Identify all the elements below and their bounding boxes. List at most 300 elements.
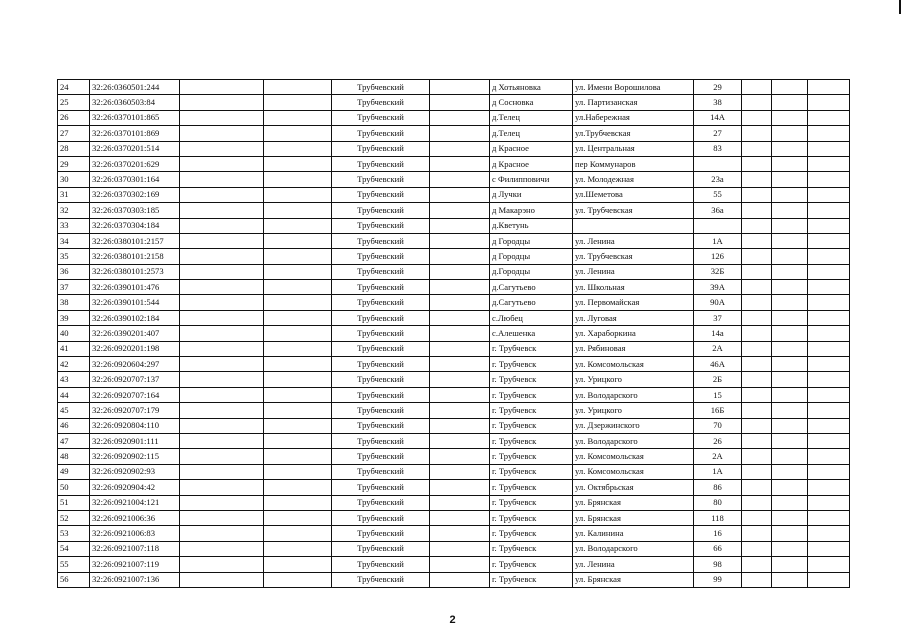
locality-name: г. Трубчевск xyxy=(490,464,573,479)
empty-cell xyxy=(808,218,850,233)
locality-name: г. Трубчевск xyxy=(490,526,573,541)
empty-cell xyxy=(808,541,850,556)
district-name: Трубчевский xyxy=(332,357,430,372)
table-row xyxy=(58,187,850,202)
table-row xyxy=(58,572,850,587)
empty-cell xyxy=(808,418,850,433)
empty-cell xyxy=(808,141,850,156)
empty-cell xyxy=(264,110,332,125)
empty-cell xyxy=(180,541,264,556)
house-number: 55 xyxy=(694,187,742,202)
street-name: ул. Дзержинского xyxy=(573,418,694,433)
empty-cell xyxy=(772,95,808,110)
house-number xyxy=(694,156,742,171)
street-name: ул. Комсомольская xyxy=(573,464,694,479)
empty-cell xyxy=(180,172,264,187)
empty-cell xyxy=(264,264,332,279)
locality-name: д Хотьяновка xyxy=(490,80,573,95)
empty-cell xyxy=(742,203,772,218)
empty-cell xyxy=(742,280,772,295)
empty-cell xyxy=(742,249,772,264)
house-number: 1А xyxy=(694,233,742,248)
table-row xyxy=(58,156,850,171)
locality-name: г. Трубчевск xyxy=(490,510,573,525)
cadastral-number: 32:26:0920902:115 xyxy=(90,449,180,464)
row-number: 42 xyxy=(58,357,90,372)
empty-cell xyxy=(180,526,264,541)
empty-cell xyxy=(742,172,772,187)
empty-cell xyxy=(430,80,490,95)
empty-cell xyxy=(772,433,808,448)
district-name: Трубчевский xyxy=(332,80,430,95)
table-row xyxy=(58,526,850,541)
cadastral-number: 32:26:0390102:184 xyxy=(90,310,180,325)
locality-name: д.Сагутьево xyxy=(490,280,573,295)
cadastral-number: 32:26:0921006:83 xyxy=(90,526,180,541)
cadastral-number: 32:26:0390101:476 xyxy=(90,280,180,295)
locality-name: д.Кветунь xyxy=(490,218,573,233)
empty-cell xyxy=(430,495,490,510)
locality-name: с.Любец xyxy=(490,310,573,325)
row-number: 54 xyxy=(58,541,90,556)
empty-cell xyxy=(742,480,772,495)
empty-cell xyxy=(264,403,332,418)
empty-cell xyxy=(808,449,850,464)
table-row xyxy=(58,141,850,156)
empty-cell xyxy=(430,280,490,295)
table-row xyxy=(58,495,850,510)
empty-cell xyxy=(264,495,332,510)
district-name: Трубчевский xyxy=(332,433,430,448)
empty-cell xyxy=(430,341,490,356)
row-number: 29 xyxy=(58,156,90,171)
cadastral-number: 32:26:0920707:179 xyxy=(90,403,180,418)
empty-cell xyxy=(264,449,332,464)
table-row xyxy=(58,80,850,95)
empty-cell xyxy=(430,449,490,464)
locality-name: г. Трубчевск xyxy=(490,403,573,418)
table-body xyxy=(58,80,850,588)
house-number: 1А xyxy=(694,464,742,479)
empty-cell xyxy=(808,403,850,418)
empty-cell xyxy=(430,510,490,525)
empty-cell xyxy=(180,280,264,295)
house-number: 83 xyxy=(694,141,742,156)
empty-cell xyxy=(808,326,850,341)
house-number: 39А xyxy=(694,280,742,295)
locality-name: д.Городцы xyxy=(490,264,573,279)
row-number: 46 xyxy=(58,418,90,433)
empty-cell xyxy=(772,264,808,279)
empty-cell xyxy=(264,95,332,110)
house-number: 70 xyxy=(694,418,742,433)
street-name: ул. Первомайская xyxy=(573,295,694,310)
cadastral-number: 32:26:0370201:514 xyxy=(90,141,180,156)
empty-cell xyxy=(772,526,808,541)
empty-cell xyxy=(430,480,490,495)
row-number: 25 xyxy=(58,95,90,110)
empty-cell xyxy=(264,172,332,187)
locality-name: г. Трубчевск xyxy=(490,357,573,372)
empty-cell xyxy=(264,295,332,310)
empty-cell xyxy=(264,233,332,248)
empty-cell xyxy=(742,218,772,233)
cadastral-number: 32:26:0360501:244 xyxy=(90,80,180,95)
table-row xyxy=(58,403,850,418)
locality-name: д.Телец xyxy=(490,110,573,125)
cadastral-number: 32:26:0370304:184 xyxy=(90,218,180,233)
district-name: Трубчевский xyxy=(332,572,430,587)
row-number: 52 xyxy=(58,510,90,525)
empty-cell xyxy=(772,557,808,572)
table-row xyxy=(58,341,850,356)
empty-cell xyxy=(430,203,490,218)
house-number: 126 xyxy=(694,249,742,264)
table-row xyxy=(58,264,850,279)
street-name: ул. Молодежная xyxy=(573,172,694,187)
property-register-table xyxy=(57,79,850,588)
row-number: 30 xyxy=(58,172,90,187)
row-number: 33 xyxy=(58,218,90,233)
empty-cell xyxy=(742,264,772,279)
row-number: 55 xyxy=(58,557,90,572)
empty-cell xyxy=(772,218,808,233)
district-name: Трубчевский xyxy=(332,110,430,125)
cadastral-number: 32:26:0370303:185 xyxy=(90,203,180,218)
empty-cell xyxy=(772,141,808,156)
row-number: 32 xyxy=(58,203,90,218)
row-number: 47 xyxy=(58,433,90,448)
cadastral-number: 32:26:0360503:84 xyxy=(90,95,180,110)
street-name: ул. Урицкого xyxy=(573,403,694,418)
empty-cell xyxy=(264,572,332,587)
empty-cell xyxy=(772,449,808,464)
empty-cell xyxy=(430,357,490,372)
cadastral-number: 32:26:0921004:121 xyxy=(90,495,180,510)
district-name: Трубчевский xyxy=(332,326,430,341)
empty-cell xyxy=(264,249,332,264)
empty-cell xyxy=(808,172,850,187)
street-name: ул. Комсомольская xyxy=(573,357,694,372)
empty-cell xyxy=(180,403,264,418)
district-name: Трубчевский xyxy=(332,557,430,572)
empty-cell xyxy=(264,156,332,171)
empty-cell xyxy=(772,464,808,479)
empty-cell xyxy=(264,310,332,325)
district-name: Трубчевский xyxy=(332,510,430,525)
street-name: ул. Ленина xyxy=(573,264,694,279)
empty-cell xyxy=(742,526,772,541)
empty-cell xyxy=(430,110,490,125)
table-row xyxy=(58,387,850,402)
empty-cell xyxy=(180,156,264,171)
district-name: Трубчевский xyxy=(332,233,430,248)
empty-cell xyxy=(772,387,808,402)
empty-cell xyxy=(742,141,772,156)
empty-cell xyxy=(180,326,264,341)
cadastral-number: 32:26:0921007:118 xyxy=(90,541,180,556)
empty-cell xyxy=(808,295,850,310)
district-name: Трубчевский xyxy=(332,156,430,171)
empty-cell xyxy=(772,541,808,556)
locality-name: д.Сагутьево xyxy=(490,295,573,310)
empty-cell xyxy=(742,449,772,464)
empty-cell xyxy=(772,341,808,356)
locality-name: г. Трубчевск xyxy=(490,541,573,556)
empty-cell xyxy=(772,357,808,372)
table-row xyxy=(58,295,850,310)
empty-cell xyxy=(430,249,490,264)
locality-name: д Лучки xyxy=(490,187,573,202)
row-number: 27 xyxy=(58,126,90,141)
row-number: 44 xyxy=(58,387,90,402)
empty-cell xyxy=(180,495,264,510)
empty-cell xyxy=(808,264,850,279)
table-row xyxy=(58,510,850,525)
locality-name: д Городцы xyxy=(490,233,573,248)
house-number xyxy=(694,218,742,233)
locality-name: г. Трубчевск xyxy=(490,433,573,448)
row-number: 39 xyxy=(58,310,90,325)
cadastral-number: 32:26:0390201:407 xyxy=(90,326,180,341)
locality-name: д Городцы xyxy=(490,249,573,264)
empty-cell xyxy=(808,341,850,356)
empty-cell xyxy=(742,372,772,387)
district-name: Трубчевский xyxy=(332,310,430,325)
edge-mark xyxy=(899,0,901,14)
empty-cell xyxy=(742,418,772,433)
house-number: 16Б xyxy=(694,403,742,418)
empty-cell xyxy=(772,480,808,495)
empty-cell xyxy=(180,433,264,448)
empty-cell xyxy=(180,249,264,264)
empty-cell xyxy=(430,326,490,341)
locality-name: г. Трубчевск xyxy=(490,341,573,356)
empty-cell xyxy=(808,203,850,218)
empty-cell xyxy=(264,433,332,448)
row-number: 37 xyxy=(58,280,90,295)
house-number: 2А xyxy=(694,449,742,464)
locality-name: г. Трубчевск xyxy=(490,449,573,464)
cadastral-number: 32:26:0921006:36 xyxy=(90,510,180,525)
empty-cell xyxy=(264,141,332,156)
empty-cell xyxy=(264,187,332,202)
locality-name: д Сосновка xyxy=(490,95,573,110)
empty-cell xyxy=(742,495,772,510)
table-row xyxy=(58,110,850,125)
district-name: Трубчевский xyxy=(332,403,430,418)
empty-cell xyxy=(264,326,332,341)
row-number: 56 xyxy=(58,572,90,587)
empty-cell xyxy=(772,203,808,218)
locality-name: д Красное xyxy=(490,141,573,156)
table-row xyxy=(58,233,850,248)
empty-cell xyxy=(430,572,490,587)
empty-cell xyxy=(430,218,490,233)
district-name: Трубчевский xyxy=(332,218,430,233)
empty-cell xyxy=(772,418,808,433)
empty-cell xyxy=(742,126,772,141)
empty-cell xyxy=(180,557,264,572)
locality-name: с Филипповичи xyxy=(490,172,573,187)
cadastral-number: 32:26:0380101:2158 xyxy=(90,249,180,264)
empty-cell xyxy=(808,110,850,125)
row-number: 34 xyxy=(58,233,90,248)
empty-cell xyxy=(264,357,332,372)
empty-cell xyxy=(772,572,808,587)
empty-cell xyxy=(742,510,772,525)
empty-cell xyxy=(808,95,850,110)
empty-cell xyxy=(430,141,490,156)
empty-cell xyxy=(772,156,808,171)
district-name: Трубчевский xyxy=(332,126,430,141)
empty-cell xyxy=(808,495,850,510)
empty-cell xyxy=(808,464,850,479)
cadastral-number: 32:26:0920707:164 xyxy=(90,387,180,402)
empty-cell xyxy=(264,464,332,479)
street-name: ул. Брянская xyxy=(573,572,694,587)
empty-cell xyxy=(742,110,772,125)
street-name: ул.Шеметова xyxy=(573,187,694,202)
empty-cell xyxy=(180,80,264,95)
house-number: 2А xyxy=(694,341,742,356)
table-row xyxy=(58,480,850,495)
district-name: Трубчевский xyxy=(332,372,430,387)
house-number: 90А xyxy=(694,295,742,310)
street-name: пер Коммунаров xyxy=(573,156,694,171)
empty-cell xyxy=(264,218,332,233)
empty-cell xyxy=(180,141,264,156)
district-name: Трубчевский xyxy=(332,280,430,295)
street-name: ул. Володарского xyxy=(573,387,694,402)
cadastral-number: 32:26:0921007:119 xyxy=(90,557,180,572)
cadastral-number: 32:26:0370101:865 xyxy=(90,110,180,125)
empty-cell xyxy=(772,80,808,95)
street-name: ул. Рябиновая xyxy=(573,341,694,356)
empty-cell xyxy=(430,464,490,479)
street-name: ул. Володарского xyxy=(573,433,694,448)
house-number: 36а xyxy=(694,203,742,218)
empty-cell xyxy=(430,233,490,248)
empty-cell xyxy=(742,464,772,479)
empty-cell xyxy=(430,295,490,310)
empty-cell xyxy=(808,187,850,202)
row-number: 49 xyxy=(58,464,90,479)
house-number: 80 xyxy=(694,495,742,510)
cadastral-number: 32:26:0920901:111 xyxy=(90,433,180,448)
house-number: 15 xyxy=(694,387,742,402)
empty-cell xyxy=(180,357,264,372)
empty-cell xyxy=(180,295,264,310)
empty-cell xyxy=(430,264,490,279)
cadastral-number: 32:26:0920604:297 xyxy=(90,357,180,372)
empty-cell xyxy=(180,264,264,279)
empty-cell xyxy=(742,187,772,202)
empty-cell xyxy=(742,295,772,310)
table-row xyxy=(58,172,850,187)
empty-cell xyxy=(264,80,332,95)
district-name: Трубчевский xyxy=(332,141,430,156)
empty-cell xyxy=(742,572,772,587)
district-name: Трубчевский xyxy=(332,541,430,556)
locality-name: г. Трубчевск xyxy=(490,495,573,510)
empty-cell xyxy=(180,126,264,141)
cadastral-number: 32:26:0380101:2157 xyxy=(90,233,180,248)
empty-cell xyxy=(772,403,808,418)
table-row xyxy=(58,280,850,295)
house-number: 98 xyxy=(694,557,742,572)
row-number: 53 xyxy=(58,526,90,541)
empty-cell xyxy=(742,95,772,110)
empty-cell xyxy=(808,156,850,171)
empty-cell xyxy=(180,464,264,479)
house-number: 16 xyxy=(694,526,742,541)
row-number: 43 xyxy=(58,372,90,387)
empty-cell xyxy=(430,126,490,141)
empty-cell xyxy=(264,280,332,295)
empty-cell xyxy=(180,449,264,464)
locality-name: д.Телец xyxy=(490,126,573,141)
house-number: 29 xyxy=(694,80,742,95)
empty-cell xyxy=(180,203,264,218)
empty-cell xyxy=(264,418,332,433)
table-row xyxy=(58,433,850,448)
empty-cell xyxy=(808,433,850,448)
empty-cell xyxy=(430,187,490,202)
empty-cell xyxy=(264,526,332,541)
empty-cell xyxy=(742,80,772,95)
street-name: ул. Октябрьская xyxy=(573,480,694,495)
empty-cell xyxy=(772,495,808,510)
house-number: 32Б xyxy=(694,264,742,279)
table-row xyxy=(58,372,850,387)
row-number: 48 xyxy=(58,449,90,464)
row-number: 41 xyxy=(58,341,90,356)
street-name: ул. Урицкого xyxy=(573,372,694,387)
row-number: 35 xyxy=(58,249,90,264)
street-name: ул. Ленина xyxy=(573,233,694,248)
house-number: 14а xyxy=(694,326,742,341)
house-number: 26 xyxy=(694,433,742,448)
street-name: ул. Трубчевская xyxy=(573,249,694,264)
empty-cell xyxy=(808,80,850,95)
table-row xyxy=(58,203,850,218)
street-name xyxy=(573,218,694,233)
cadastral-number: 32:26:0920707:137 xyxy=(90,372,180,387)
empty-cell xyxy=(430,526,490,541)
empty-cell xyxy=(808,572,850,587)
empty-cell xyxy=(742,233,772,248)
table-row xyxy=(58,95,850,110)
house-number: 14А xyxy=(694,110,742,125)
cadastral-number: 32:26:0370301:164 xyxy=(90,172,180,187)
empty-cell xyxy=(430,433,490,448)
locality-name: г. Трубчевск xyxy=(490,418,573,433)
empty-cell xyxy=(264,372,332,387)
empty-cell xyxy=(808,480,850,495)
table-row xyxy=(58,126,850,141)
empty-cell xyxy=(430,541,490,556)
table-row xyxy=(58,357,850,372)
empty-cell xyxy=(742,341,772,356)
district-name: Трубчевский xyxy=(332,418,430,433)
row-number: 45 xyxy=(58,403,90,418)
table-row xyxy=(58,418,850,433)
empty-cell xyxy=(808,557,850,572)
street-name: ул. Комсомольская xyxy=(573,449,694,464)
empty-cell xyxy=(808,233,850,248)
empty-cell xyxy=(808,357,850,372)
